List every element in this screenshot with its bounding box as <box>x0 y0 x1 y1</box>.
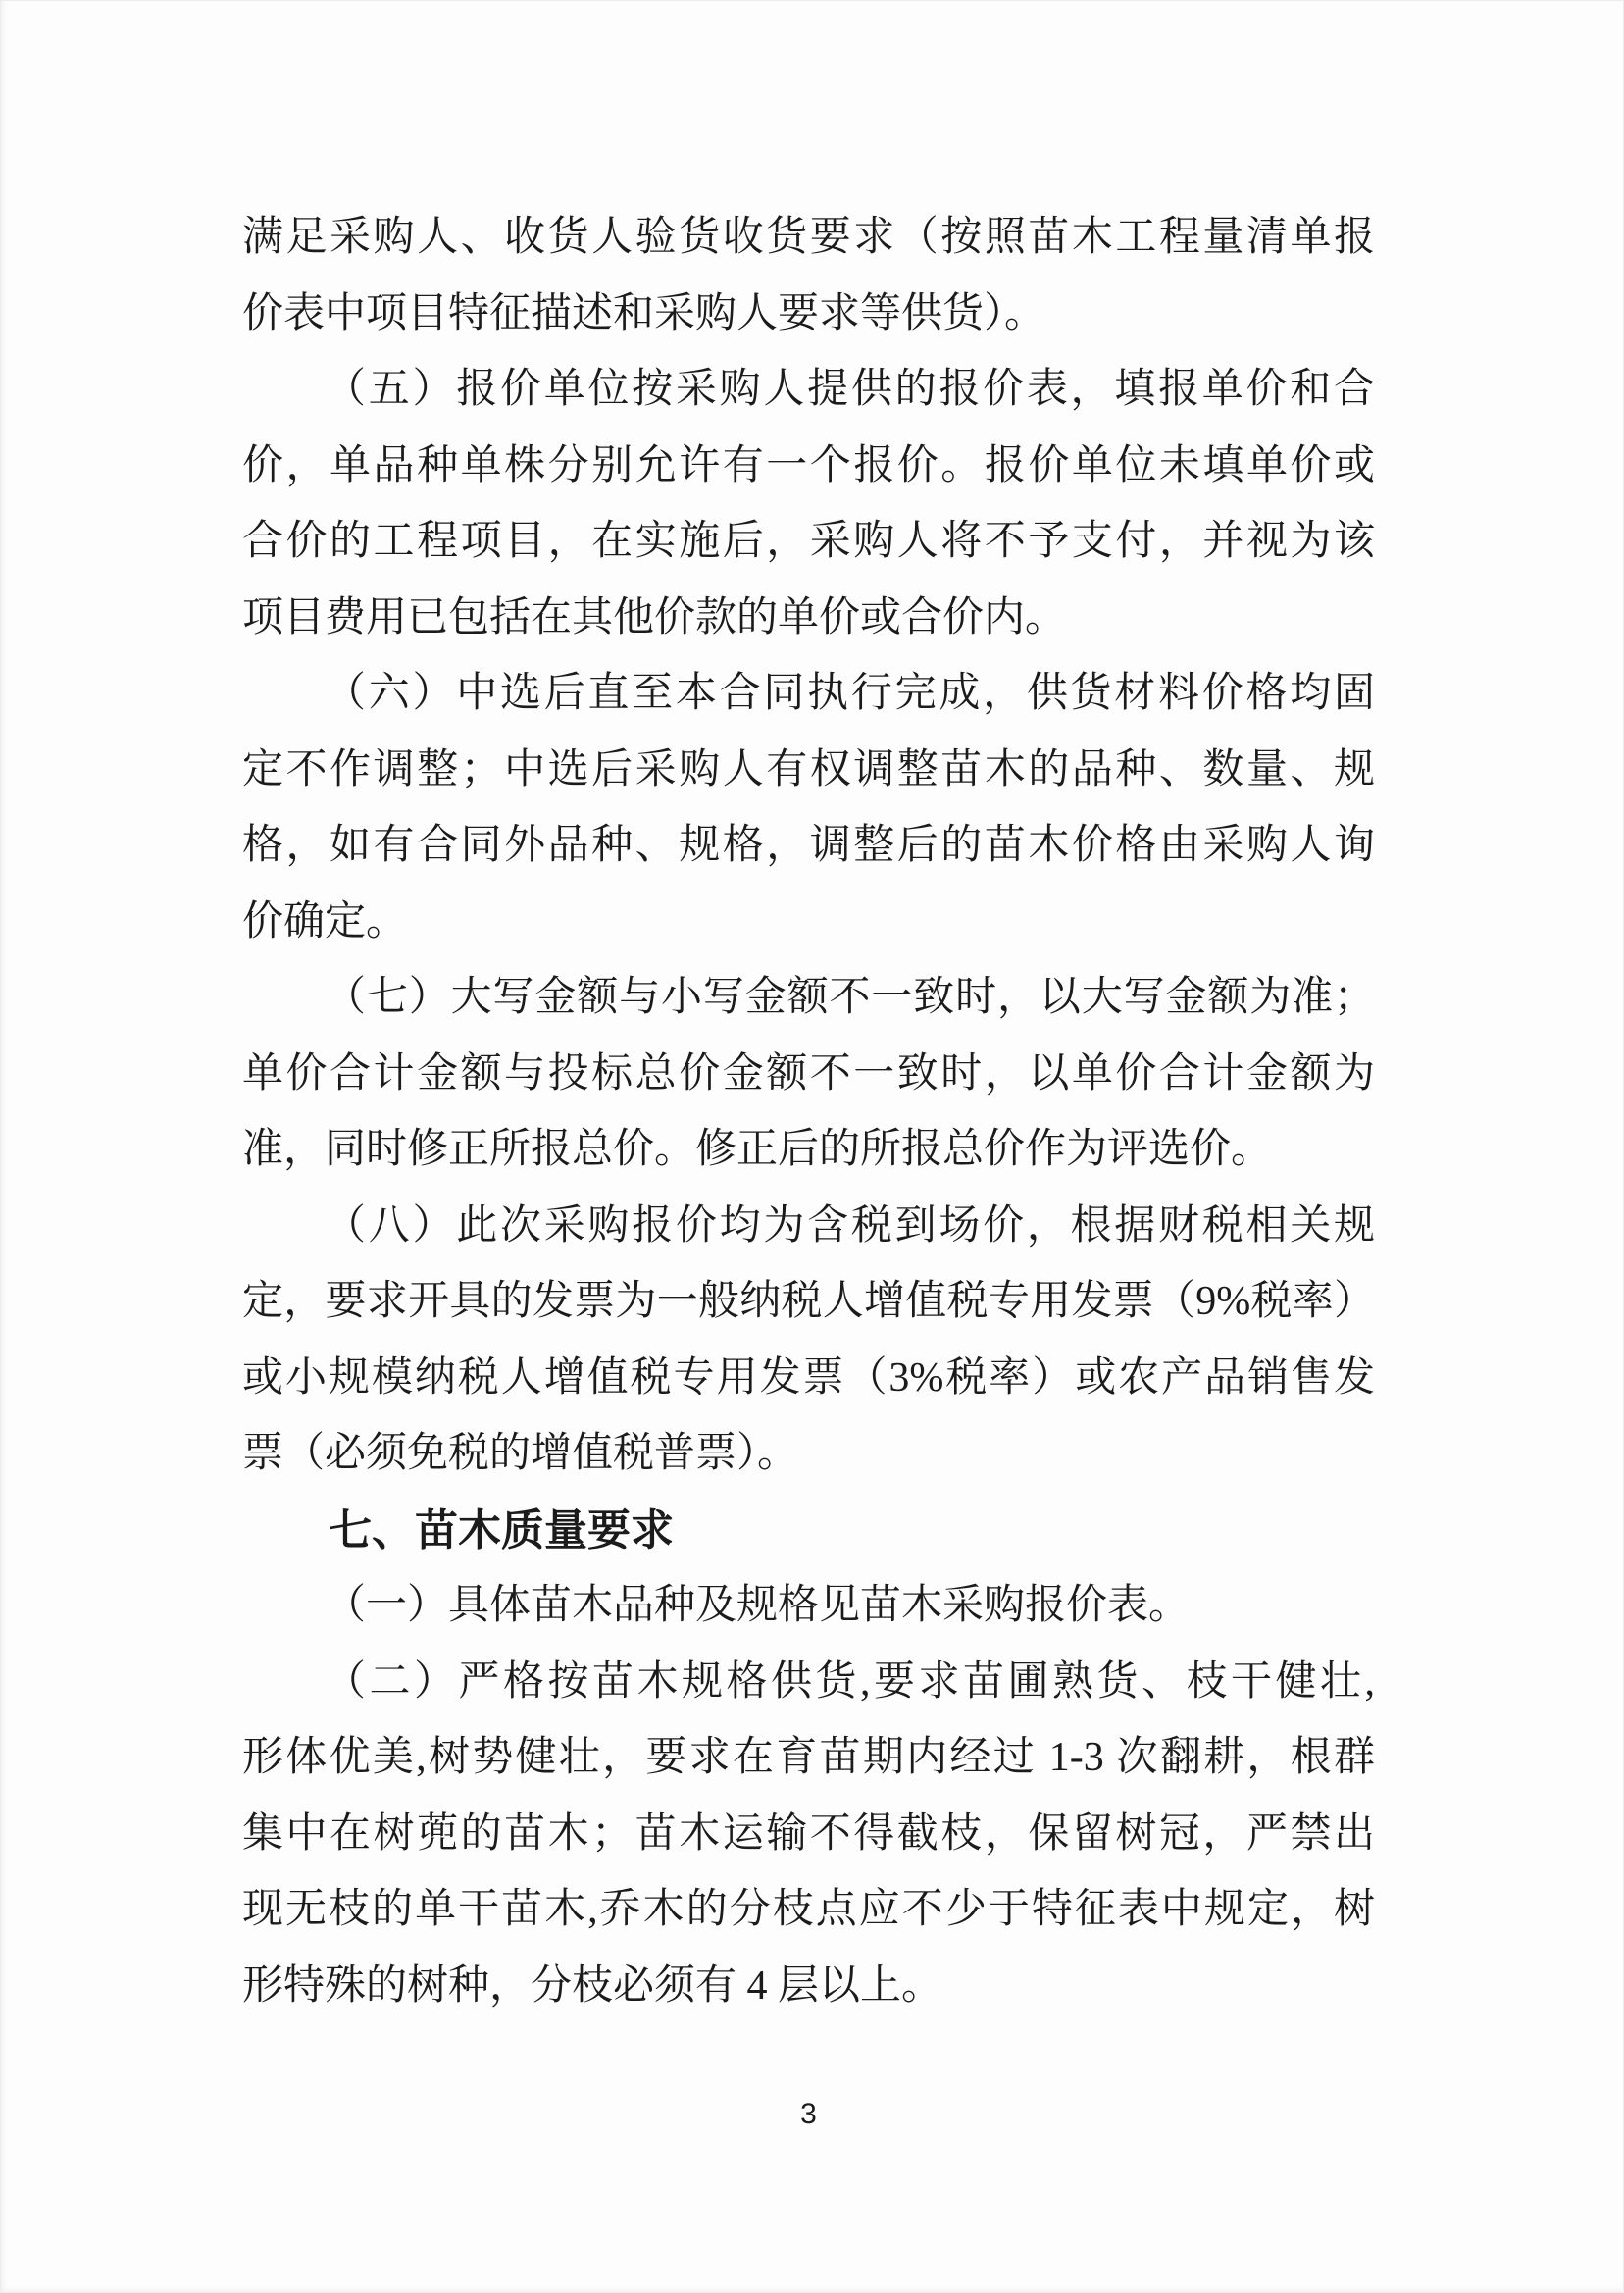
text-line: 或小规模纳税人增值税专用发票（3%税率）或农产品销售发 <box>242 1354 1375 1401</box>
text-line: 单价合计金额与投标总价金额不一致时，以单价合计金额为 <box>242 1050 1375 1096</box>
text-line: （八）此次采购报价均为含税到场价，根据财税相关规 <box>325 1202 1375 1248</box>
text-line: 价表中项目特征描述和采购人要求等供货）。 <box>242 290 1046 336</box>
text-line: （一）具体苗木品种及规格见苗木采购报价表。 <box>325 1583 1191 1628</box>
text-line: （六）中选后直至本合同执行完成，供货材料价格均固 <box>325 671 1375 716</box>
text-line: 形特殊的树种，分枝必须有 4 层以上。 <box>242 1962 943 2009</box>
text-line: 形体优美,树势健壮，要求在育苗期内经过 1-3 次翻耕，根群 <box>242 1735 1375 1780</box>
text-line: 准，同时修正所报总价。修正后的所报总价作为评选价。 <box>242 1127 1273 1172</box>
text-line: 格，如有合同外品种、规格，调整后的苗木价格由采购人询 <box>242 823 1375 868</box>
text-line: 价确定。 <box>242 898 408 944</box>
text-line: 定不作调整；中选后采购人有权调整苗木的品种、数量、规 <box>242 746 1375 792</box>
text-line: （二）严格按苗木规格供货,要求苗圃熟货、枝干健壮, <box>325 1658 1375 1705</box>
text-line: 集中在树蔸的苗木；苗木运输不得截枝，保留树冠，严禁出 <box>242 1810 1375 1857</box>
text-line: 价，单品种单株分别允许有一个报价。报价单位未填单价或 <box>242 442 1375 488</box>
text-line: 票（必须免税的增值税普票）。 <box>242 1431 799 1476</box>
text-line: 合价的工程项目，在实施后，采购人将不予支付，并视为该 <box>242 519 1375 564</box>
section-heading: 七、苗木质量要求 <box>329 1505 674 1554</box>
document-body <box>242 200 1375 2024</box>
text-line: 满足采购人、收货人验货收货要求（按照苗木工程量清单报 <box>242 215 1375 260</box>
text-line: 现无枝的单干苗木,乔木的分枝点应不少于特征表中规定，树 <box>242 1887 1375 1932</box>
text-line: 定，要求开具的发票为一般纳税人增值税专用发票（9%税率） <box>242 1279 1375 1324</box>
text-line: （五）报价单位按采购人提供的报价表，填报单价和合 <box>325 367 1375 412</box>
text-line: 项目费用已包括在其他价款的单价或合价内。 <box>242 594 1067 640</box>
text-line: （七）大写金额与小写金额不一致时，以大写金额为准； <box>325 975 1375 1020</box>
page-number: 3 <box>800 2098 817 2130</box>
